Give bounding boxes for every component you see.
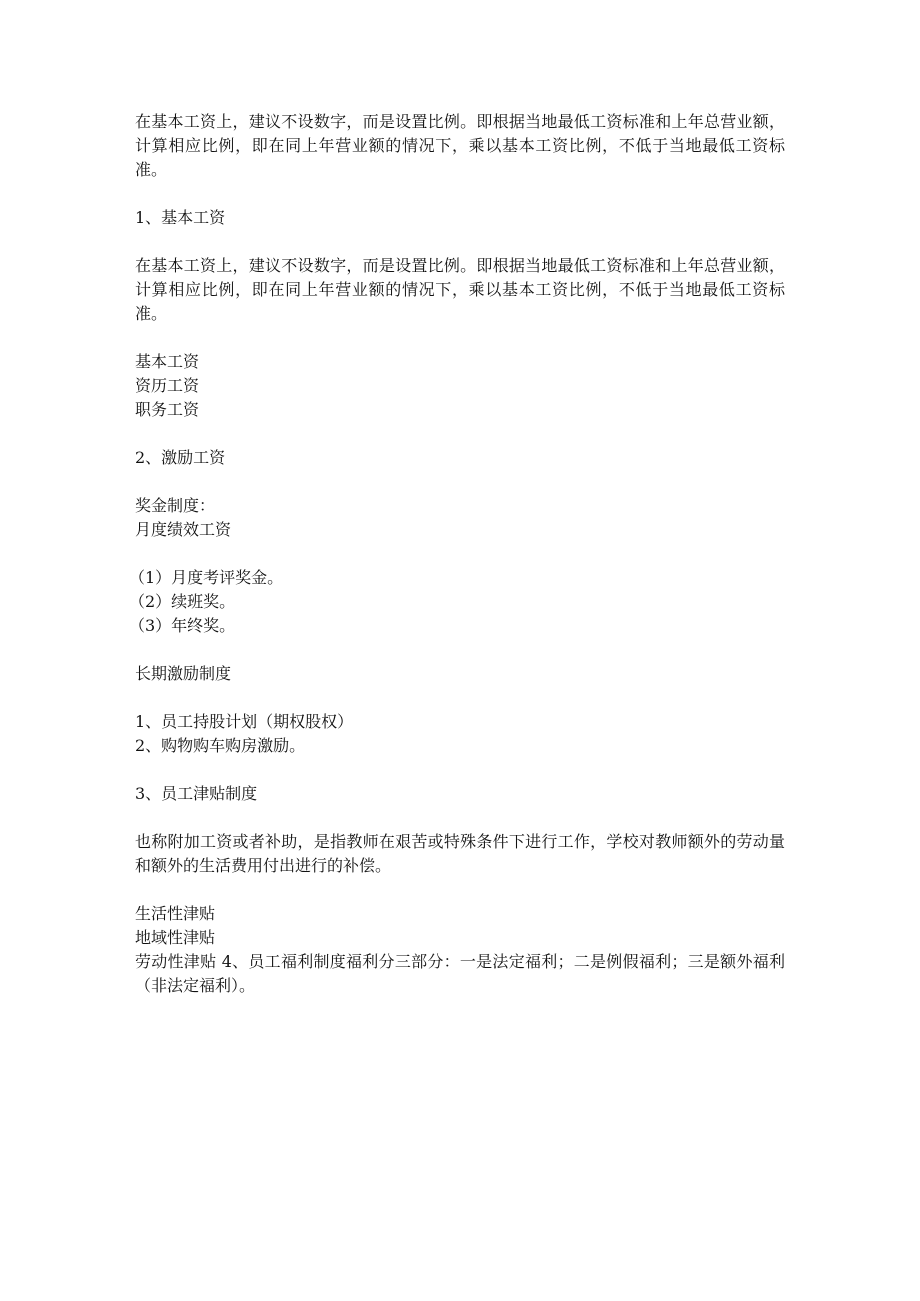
- bonus-system-label: 奖金制度：: [135, 496, 216, 515]
- long-term-list: [135, 710, 785, 758]
- list-item: 生活性津贴: [135, 904, 216, 923]
- section1-paragraph: 在基本工资上，建议不设数字，而是设置比例。即根据当地最低工资标准和上年总营业额，计算相应比例，即在同上年营业额的情况下，乘以基本工资比例，不低于当地最低工资标准。: [135, 256, 785, 323]
- section1-heading: 1、基本工资: [135, 208, 226, 227]
- list-item: 地域性津贴: [135, 928, 216, 947]
- bonus-list: [129, 566, 785, 638]
- section2-heading: 2、激励工资: [135, 448, 226, 467]
- section1-list: [135, 350, 785, 422]
- closing-paragraph: 劳动性津贴 4、员工福利制度福利分三部分：一是法定福利；二是例假福利；三是额外福利（非法定福利）。: [135, 952, 785, 995]
- list-item: （3）年终奖。: [129, 616, 236, 635]
- list-item: （2）续班奖。: [129, 592, 236, 611]
- list-item: 2、购物购车购房激励。: [135, 736, 306, 755]
- long-term-heading: 长期激励制度: [135, 664, 232, 683]
- bonus-block: [135, 494, 785, 542]
- allowance-block: [135, 902, 785, 998]
- list-item: 职务工资: [135, 400, 200, 419]
- document-body: [129, 110, 785, 998]
- intro-paragraph: 在基本工资上，建议不设数字，而是设置比例。即根据当地最低工资标准和上年总营业额，计算相应比例，即在同上年营业额的情况下，乘以基本工资比例，不低于当地最低工资标准。: [135, 112, 785, 179]
- section3-paragraph: 也称附加工资或者补助，是指教师在艰苦或特殊条件下进行工作，学校对教师额外的劳动量和额外的生活费用付出进行的补偿。: [135, 832, 785, 875]
- list-item: （1）月度考评奖金。: [129, 568, 284, 587]
- list-item: 资历工资: [135, 376, 200, 395]
- section3-heading: 3、员工津贴制度: [135, 784, 258, 803]
- list-item: 1、员工持股计划（期权股权）: [135, 712, 354, 731]
- list-item: 基本工资: [135, 352, 200, 371]
- monthly-performance-label: 月度绩效工资: [135, 520, 232, 539]
